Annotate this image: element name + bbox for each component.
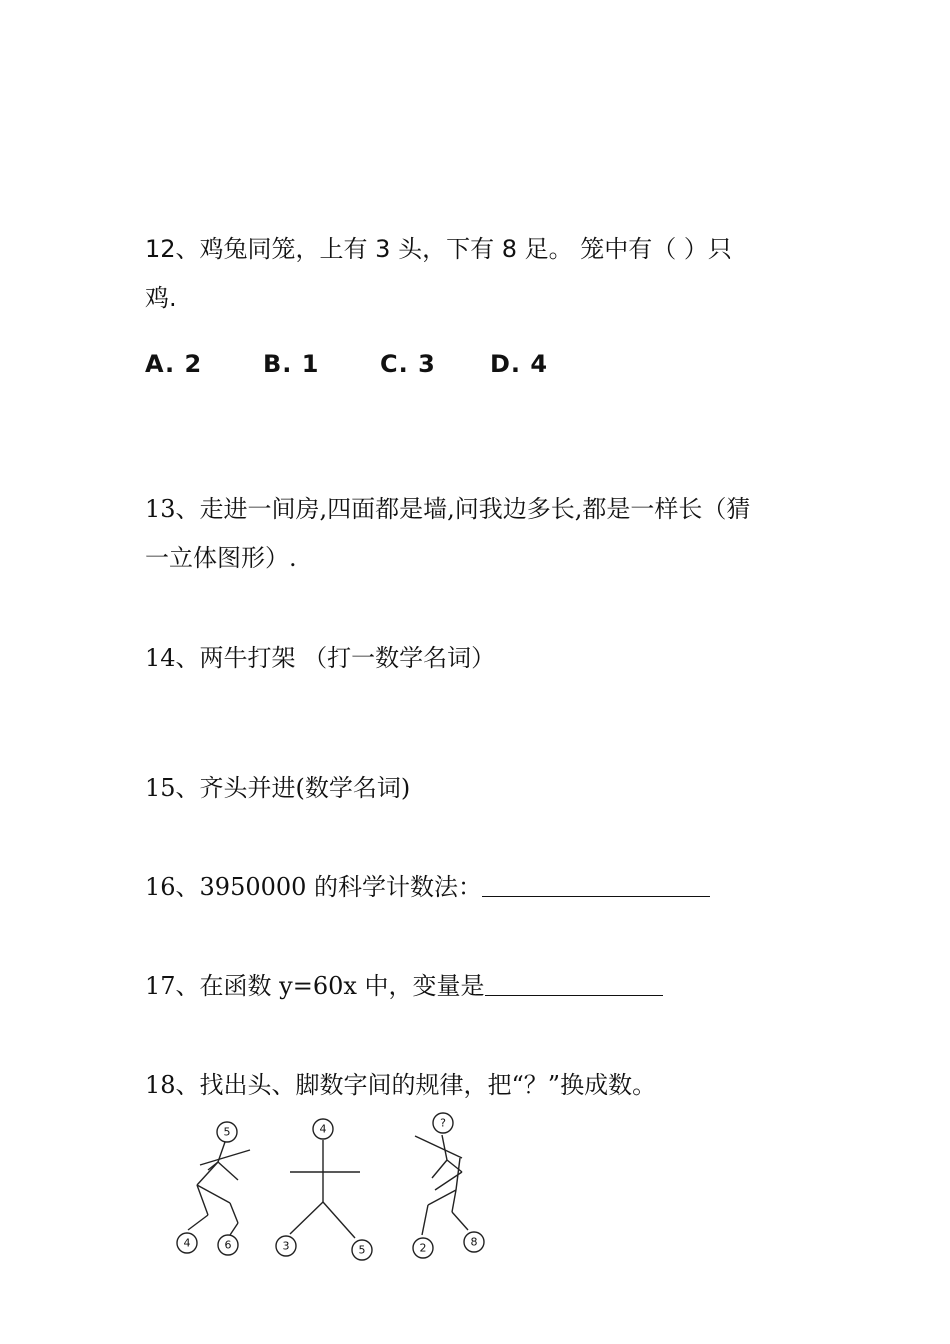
head-number-1: 5: [223, 1125, 231, 1139]
question-15: 15、齐头并进(数学名词): [145, 774, 411, 802]
question-16-text: 16、3950000 的科学计数法：: [145, 873, 483, 901]
question-17-text: 17、在函数 y=60x 中，变量是: [145, 972, 485, 1000]
option-b: B. 1: [263, 350, 320, 378]
question-13-line1: 13、走进一间房,四面都是墙,问我边多长,都是一样长（猜: [145, 495, 751, 523]
question-12-line1: 12、鸡兔同笼，上有 3 头，下有 8 足。 笼中有（ ）只: [145, 235, 732, 263]
stick-figure-2: [290, 1140, 360, 1238]
option-d: D. 4: [490, 350, 549, 378]
foot-number-1-left: 4: [183, 1236, 191, 1250]
head-number-3: ?: [440, 1116, 446, 1130]
foot-number-3-right: 8: [470, 1235, 478, 1249]
question-14: 14、两牛打架 （打一数学名词）: [145, 644, 496, 672]
foot-number-3-left: 2: [419, 1241, 427, 1255]
question-13: [145, 485, 825, 583]
stick-figure-3: [415, 1135, 468, 1235]
question-18: 18、找出头、脚数字间的规律，把“？”换成数。: [145, 1071, 657, 1099]
question-16: [145, 863, 825, 912]
answer-blank-16[interactable]: [482, 872, 710, 897]
stick-figure-1: [188, 1142, 250, 1235]
question-12-line2: 鸡.: [145, 284, 177, 312]
question-12: [145, 225, 825, 323]
option-a: A. 2: [145, 350, 203, 378]
question-13-line2: 一立体图形）.: [145, 544, 297, 572]
stick-figures-puzzle: [160, 1110, 500, 1270]
answer-blank-17[interactable]: [485, 971, 663, 996]
question-17: [145, 962, 825, 1011]
foot-number-2-left: 3: [282, 1239, 290, 1253]
option-c: C. 3: [380, 350, 436, 378]
foot-number-2-right: 5: [358, 1243, 366, 1257]
head-number-2: 4: [319, 1122, 327, 1136]
foot-number-1-right: 6: [224, 1238, 232, 1252]
